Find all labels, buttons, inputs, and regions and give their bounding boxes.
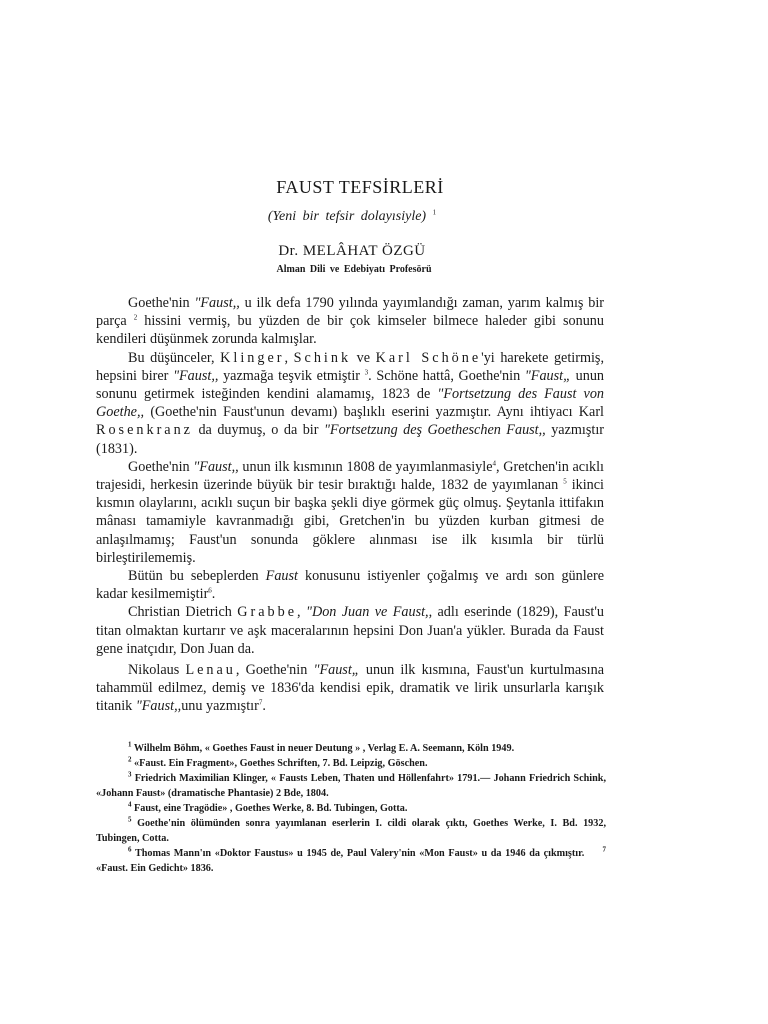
work-title: Faust [265, 568, 298, 585]
footnote-ref: 3 [364, 368, 369, 377]
paragraph [96, 294, 604, 349]
text-run: 'yi harekete getirmiş, hepsini birer [96, 349, 604, 384]
footnote-number: 5 [128, 815, 132, 824]
text-run: , [284, 349, 294, 366]
paragraph [96, 567, 604, 603]
footnote-text: Wilhelm Böhm, « Goethes Faust in neuer Deutung » , Verlag E. A. Seemann, Köln 1949. [131, 743, 515, 754]
text-run: . [211, 586, 216, 603]
text-run: yazmağa teşvik etmiştir [218, 367, 361, 384]
text-run: Bu düşünceler, [128, 349, 221, 366]
text-run: ve [351, 349, 376, 366]
article-title: FAUST TEFSİRLERİ [276, 177, 444, 197]
subtitle-text: (Yeni bir tefsir dolayısiyle) [267, 209, 427, 224]
text-run: Bütün bu sebeplerden [128, 568, 266, 585]
text-run: Nikolaus [128, 662, 186, 679]
paragraph [96, 661, 604, 716]
footnote-ref: 6 [208, 586, 212, 595]
footnote-text: Faust, eine Tragödie» , Goethes Werke, 8. Bd. Tubingen, Gotta. [131, 803, 408, 814]
author-name: Dr. MELÂHAT ÖZGÜ [278, 243, 426, 259]
text-run: , Goethe'nin [235, 662, 314, 679]
footnote-number: 2 [128, 755, 132, 764]
footnote-5 [96, 816, 606, 846]
work-title: "Faust„ [524, 367, 571, 384]
text-run: , [297, 604, 306, 621]
footnote-1 [96, 741, 606, 756]
text-run: konusunu istiyenler çoğalmış ve ardı son günlere kadar kesilmemiştir [96, 568, 604, 603]
text-run: unu yazmıştır [181, 698, 259, 715]
footnote-6-7 [96, 846, 606, 876]
footnote-text: Thomas Mann'ın «Doktor Faustus» u 1945 de, Paul Valery'nin «Mon Faust» u da 1946 da çıkmıştır. [131, 848, 585, 859]
footnote-2 [96, 756, 606, 771]
article-body [96, 294, 604, 716]
work-title: "Faust,, [193, 458, 239, 475]
footnote-ref: 7 [258, 698, 263, 707]
text-run: hissini vermiş, bu yüzden de bir çok kimseler bilmece haleder gibi sonunu kendileri düşünmek zorunda kalmışlar. [96, 313, 604, 348]
text-run: , Gretchen'in acıklı trajesidi, herkesin üzerinde büyük bir tesir bıraktığı halde, 1832 de yayımlanan [96, 458, 604, 494]
person-name: Rosenkranz [96, 422, 193, 439]
text-run: unun ilk kısmının 1808 de yayımlanmasiyle [238, 458, 493, 475]
work-title: "Fortsetzung deş Goetheschen Faust,, [323, 422, 546, 439]
footnote-ref: 1 [432, 208, 437, 217]
author-affiliation: Alman Dili ve Edebiyatı Profesörü [276, 264, 432, 275]
text-run: Goethe'nin [128, 295, 195, 311]
footnote-text: «Faust. Ein Fragment», Goethes Schriften, 7. Bd. Leipzig, Göschen. [131, 758, 428, 769]
text-run: adlı eserinde (1829), Faust'u titan olmaktan kurtarır ve aşk maceralarının hepsini Don Juan'a yükler. Burada da Faust gene inatçıdır, Don Juan da. [96, 604, 604, 657]
footnote-ref: 2 [133, 313, 138, 322]
text-run: ikinci kısmın olaylarını, acıklı suçun bir başka şekli diye görmek güç olmuş. Şeytanla ittifakın mânası tamamiyle kavranmadığı gibi, Gretchen'in bu yüzden kurban gitmesi de anlaşılmamış; Faust'un sonunda göklere alınması ise ilk kısımla bir türlü birleştirilememiş. [96, 477, 605, 566]
person-name: Karl Schöne [375, 349, 482, 366]
footnote-text: «Faust. Ein Gedicht» 1836. [96, 863, 214, 874]
article-subtitle [0, 209, 704, 225]
footnote-number: 3 [128, 770, 132, 779]
person-name: Klinger [220, 349, 285, 366]
footnote-number: 6 [128, 845, 132, 854]
footnotes [96, 741, 606, 876]
text-run: (Goethe'nin Faust'unun devamı) başlıklı eserini yazmıştır. Aynı ihtiyacı Karl [144, 404, 604, 421]
text-run: da duymuş, o da bir [192, 422, 324, 439]
person-name: Schink [293, 349, 352, 366]
footnote-number: 7 [602, 845, 607, 854]
work-title: "Faust,, [194, 295, 240, 311]
text-run: Goethe'nin [128, 458, 194, 475]
footnote-ref: 5 [563, 477, 567, 486]
paragraph [96, 603, 604, 658]
footnote-text: Goethe'nin ölümünden sonra yayımlanan eserlerin I. cildi olarak çıktı, Goethes Werke, I. Bd. 1932, Tubingen, Cotta. [96, 818, 606, 844]
work-title: "Faust,, [135, 698, 182, 715]
footnote-number: 4 [128, 800, 132, 809]
paragraph [96, 349, 604, 458]
text-run: unun ilk kısmına, Faust'un kurtulmasına tahammül edilmez, demiş ve 1836'da kendisi epik, dramatik ve lirik unsurlarla karışık titanik [96, 662, 605, 715]
work-title: "Don Juan ve Faust,, [305, 604, 433, 621]
footnote-3 [96, 771, 606, 801]
text-run: u ilk defa 1790 yılında yayımlandığı zaman, yarım kalmış bir parça [96, 295, 604, 330]
footnote-4 [96, 801, 606, 816]
text-run: . [262, 698, 266, 715]
text-run: unun sonunu getirmek isteğinden kendini alamamış, 1823 de [96, 367, 605, 403]
paragraph [96, 458, 604, 567]
person-name: Grabbe [237, 604, 298, 621]
footnote-ref: 4 [492, 459, 496, 468]
person-name: Lenau [185, 662, 236, 679]
text-run: Christian Dietrich [128, 604, 238, 621]
footnote-number: 1 [128, 740, 132, 749]
work-title: "Faust,, [173, 367, 219, 384]
work-title: "Faust„ [313, 662, 360, 679]
text-run: . Schöne hattâ, Goethe'nin [368, 367, 525, 384]
work-title: "Fortsetzung des Faust von Goethe,, [96, 386, 605, 421]
footnote-text: Friedrich Maximilian Klinger, « Fausts Leben, Thaten und Höllenfahrt» 1791.— Johann Friedrich Schink, «Johann Faust» (dramatische Phantasie) 2 Bde, 1804. [96, 773, 606, 799]
text-run: yazmıştır (1831). [96, 422, 604, 457]
